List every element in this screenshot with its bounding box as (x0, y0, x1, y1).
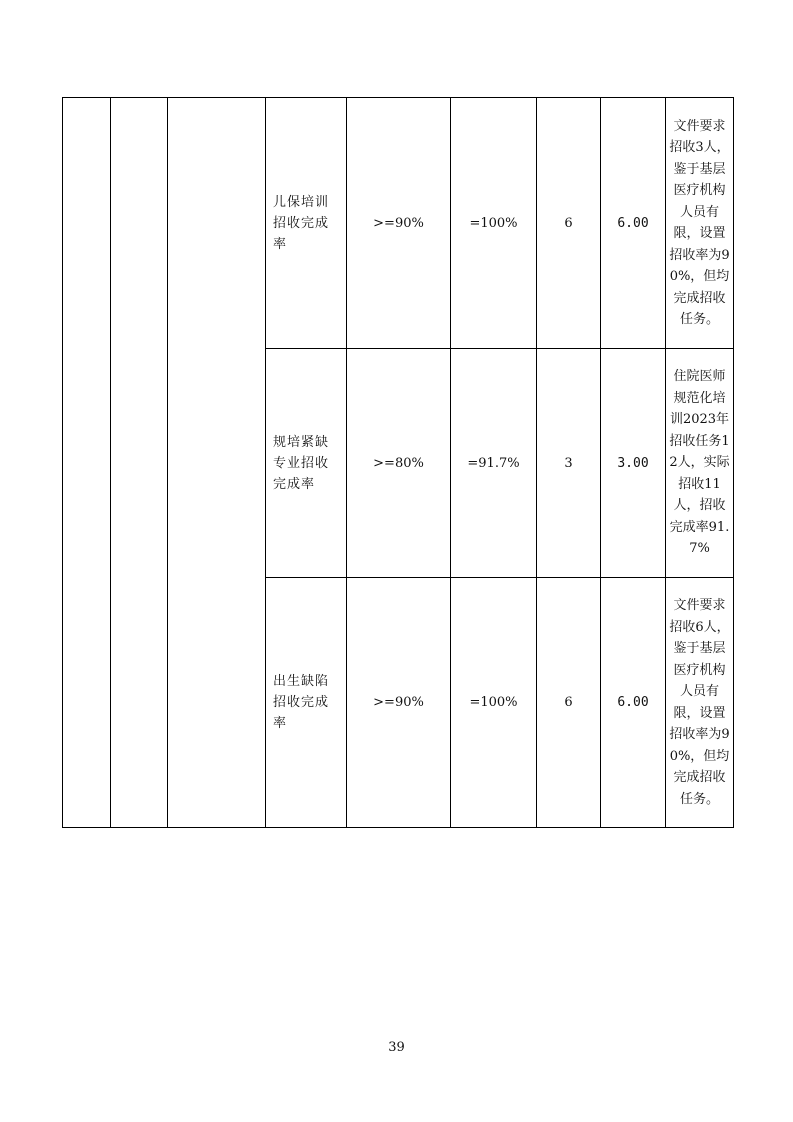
target-value: >=90% (347, 98, 451, 349)
performance-table (62, 97, 734, 828)
deviation-note: 文件要求招收3人，鉴于基层医疗机构人员有限，设置招收率为90%，但均完成招收任务。 (666, 98, 734, 349)
weight-value: 6 (537, 578, 601, 828)
target-value: >=80% (347, 349, 451, 578)
score-value: 6.00 (601, 578, 666, 828)
indicator-name: 儿保培训招收完成率 (266, 98, 347, 349)
page-number: 39 (388, 1040, 405, 1055)
actual-value: =100% (451, 98, 537, 349)
weight-value: 6 (537, 98, 601, 349)
category-level1-cell (63, 98, 111, 828)
score-value: 6.00 (601, 98, 666, 349)
deviation-note: 文件要求招收6人，鉴于基层医疗机构人员有限，设置招收率为90%，但均完成招收任务。 (666, 578, 734, 828)
deviation-note: 住院医师规范化培训2023年招收任务12人，实际招收11人，招收完成率91.7% (666, 349, 734, 578)
actual-value: =100% (451, 578, 537, 828)
category-level3-cell (168, 98, 266, 828)
score-value: 3.00 (601, 349, 666, 578)
table-row (63, 98, 734, 349)
actual-value: =91.7% (451, 349, 537, 578)
category-level2-cell (111, 98, 168, 828)
weight-value: 3 (537, 349, 601, 578)
indicator-name: 规培紧缺专业招收完成率 (266, 349, 347, 578)
target-value: >=90% (347, 578, 451, 828)
indicator-name: 出生缺陷招收完成率 (266, 578, 347, 828)
